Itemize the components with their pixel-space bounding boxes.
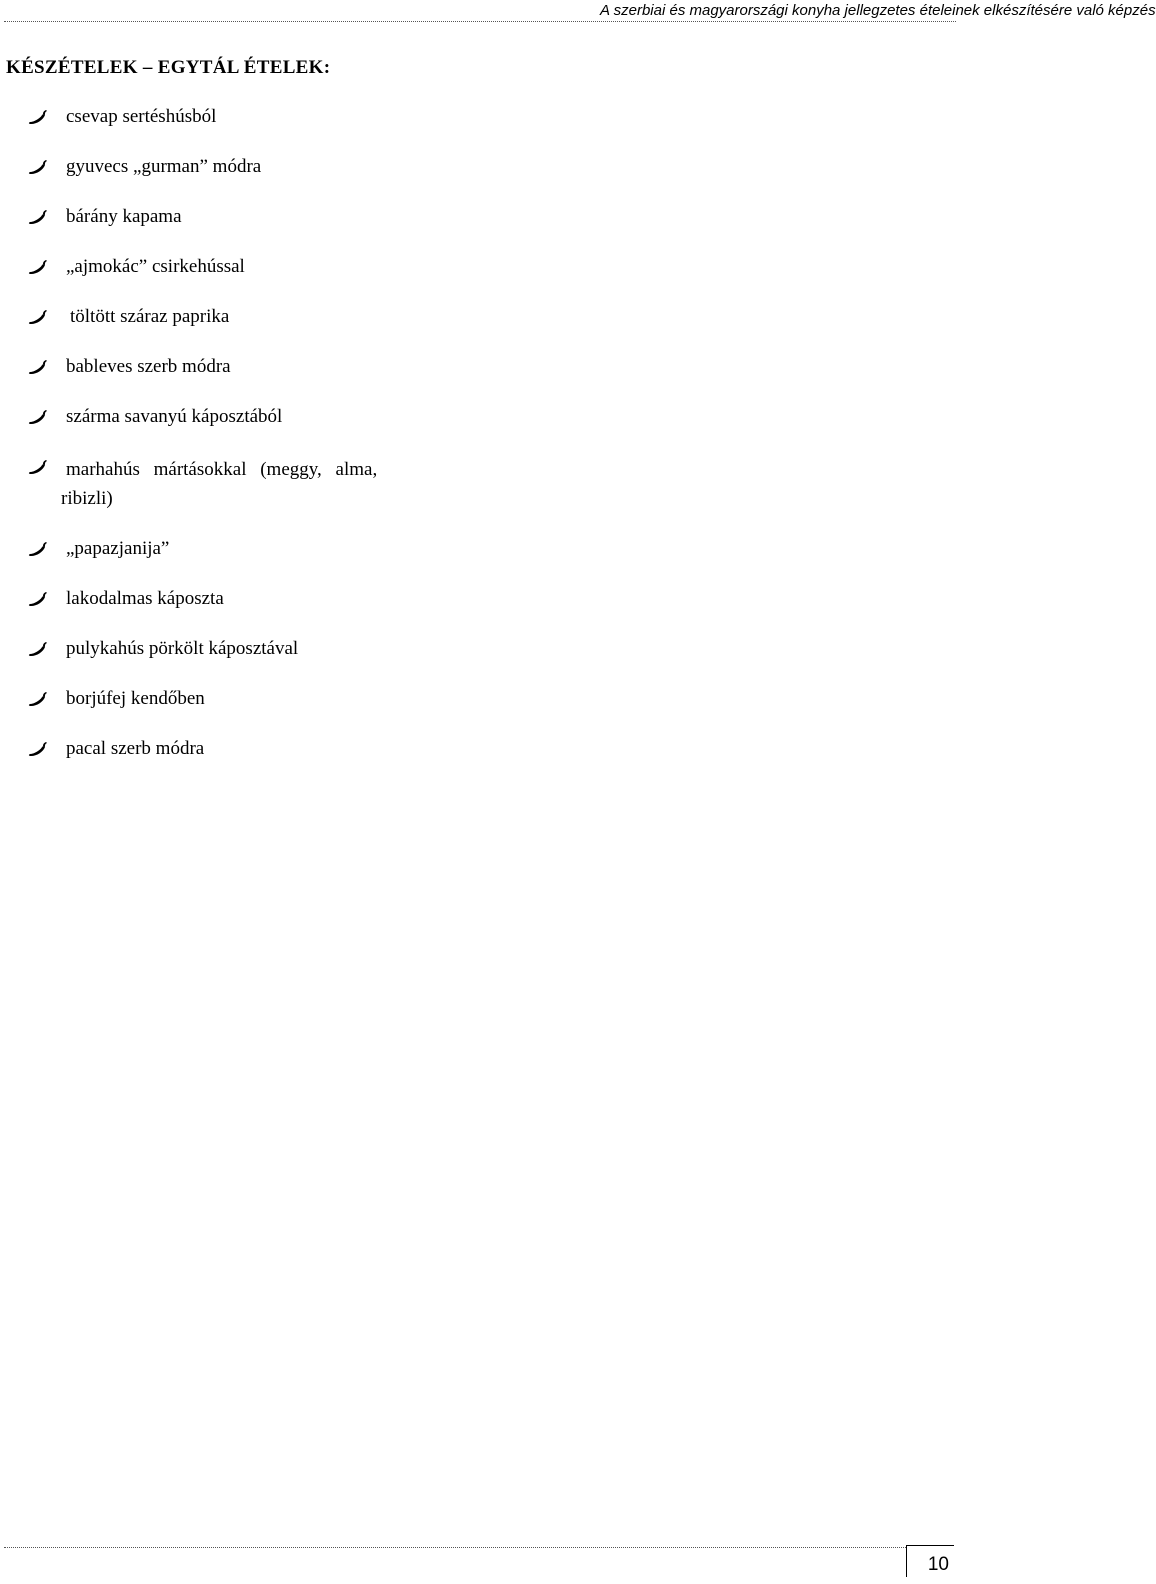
page-header (0, 0, 1156, 22)
list-item (0, 100, 960, 150)
list-item (0, 450, 960, 532)
dish-label: csevap sertéshúsból (66, 106, 217, 127)
pepper-icon (26, 209, 48, 225)
pepper-icon (26, 159, 48, 175)
list-item (0, 300, 960, 350)
dish-label: „papazjanija” (66, 538, 170, 559)
pepper-icon (26, 309, 48, 325)
pepper-icon (26, 459, 48, 475)
list-item (0, 200, 960, 250)
list-item (0, 532, 960, 582)
page-footer (0, 1540, 960, 1584)
dish-label-line-1: marhahús mártásokkal (meggy, alma, (66, 459, 378, 480)
header-divider (4, 21, 956, 22)
dish-label: bableves szerb módra (66, 356, 231, 377)
dish-label: szárma savanyú káposztából (66, 406, 283, 427)
dish-label-line-2: ribizli) (61, 488, 113, 509)
list-item (0, 400, 960, 450)
dish-label: pulykahús pörkölt káposztával (66, 638, 299, 659)
pepper-icon (26, 541, 48, 557)
dish-label: bárány kapama (66, 206, 182, 227)
dish-label: „ajmokác” csirkehússal (66, 256, 245, 277)
list-item (0, 350, 960, 400)
pepper-icon (26, 359, 48, 375)
footer-divider (4, 1547, 906, 1548)
header-title: A szerbiai és magyarországi konyha jellegzetes ételeinek elkészítésére való képzés (600, 2, 1156, 19)
dish-list (0, 100, 960, 782)
dish-label: borjúfej kendőben (66, 688, 205, 709)
dish-label: töltött száraz paprika (70, 306, 230, 327)
pepper-icon (26, 691, 48, 707)
list-item (0, 150, 960, 200)
pepper-icon (26, 591, 48, 607)
pepper-icon (26, 741, 48, 757)
section-title: KÉSZÉTELEK – EGYTÁL ÉTELEK: (6, 57, 331, 78)
dish-label: lakodalmas káposzta (66, 588, 224, 609)
page-number-box (906, 1545, 954, 1577)
dish-label-multiline (61, 455, 446, 513)
pepper-icon (26, 259, 48, 275)
list-item (0, 732, 960, 782)
page-number: 10 (927, 1554, 949, 1575)
list-item (0, 582, 960, 632)
list-item (0, 250, 960, 300)
pepper-icon (26, 641, 48, 657)
pepper-icon (26, 409, 48, 425)
list-item (0, 632, 960, 682)
pepper-icon (26, 109, 48, 125)
dish-label: gyuvecs „gurman” módra (66, 156, 262, 177)
list-item (0, 682, 960, 732)
dish-label: pacal szerb módra (66, 738, 205, 759)
